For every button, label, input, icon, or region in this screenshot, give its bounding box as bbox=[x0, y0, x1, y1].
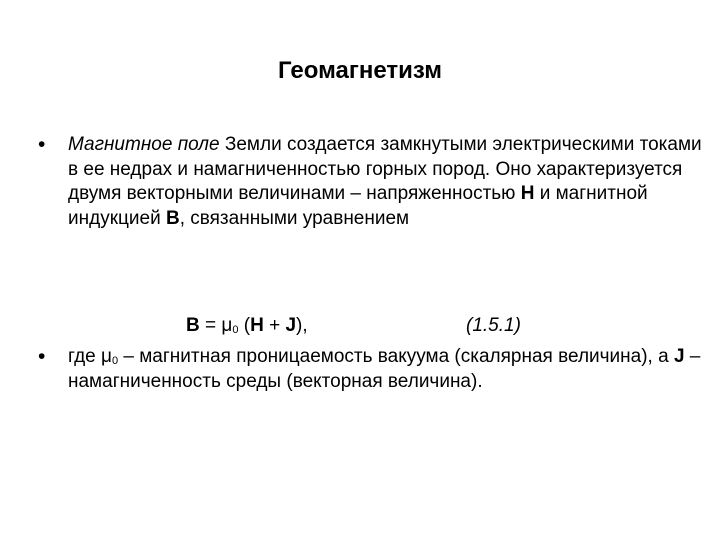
paragraph-text: Земли создается замкнутыми электрическими токами в ее недрах и намагниченностью горных пород. Оно характеризуется двумя векторными величинами – напряженностью bbox=[68, 134, 702, 204]
equation bbox=[0, 312, 720, 340]
equation-text: ( bbox=[238, 315, 251, 336]
bullet-marker: • bbox=[38, 133, 46, 156]
symbol-B: B bbox=[186, 315, 200, 336]
equation-number: (1.5.1) bbox=[466, 315, 521, 336]
subscript: 0 bbox=[232, 324, 239, 336]
equation-text: ), bbox=[296, 315, 308, 336]
equation-formula bbox=[186, 312, 308, 340]
symbol-J: J bbox=[285, 315, 297, 336]
symbol-J: J bbox=[673, 346, 685, 367]
bullet-marker: • bbox=[38, 345, 46, 368]
paragraph-text: – намагниченность среды (векторная величина). bbox=[68, 346, 701, 392]
paragraph-permeability bbox=[68, 345, 708, 394]
paragraph-magnetic-field bbox=[68, 133, 708, 231]
paragraph-text: , связанными уравнением bbox=[179, 207, 410, 229]
subscript: 0 bbox=[111, 355, 119, 367]
term-magnetic-field: Магнитное поле bbox=[68, 134, 220, 155]
paragraph-text: где μ bbox=[68, 346, 112, 367]
symbol-B: B bbox=[165, 207, 180, 229]
symbol-H: H bbox=[250, 315, 264, 336]
slide-title: Геомагнетизм bbox=[278, 57, 442, 84]
paragraph-text: – магнитная проницаемость вакуума (скалярная величина), а bbox=[118, 346, 674, 367]
equation-text: + bbox=[263, 315, 286, 336]
equation-text: = μ bbox=[199, 315, 233, 336]
paragraph-text: и магнитной индукцией bbox=[68, 183, 648, 229]
symbol-H: H bbox=[520, 183, 535, 204]
